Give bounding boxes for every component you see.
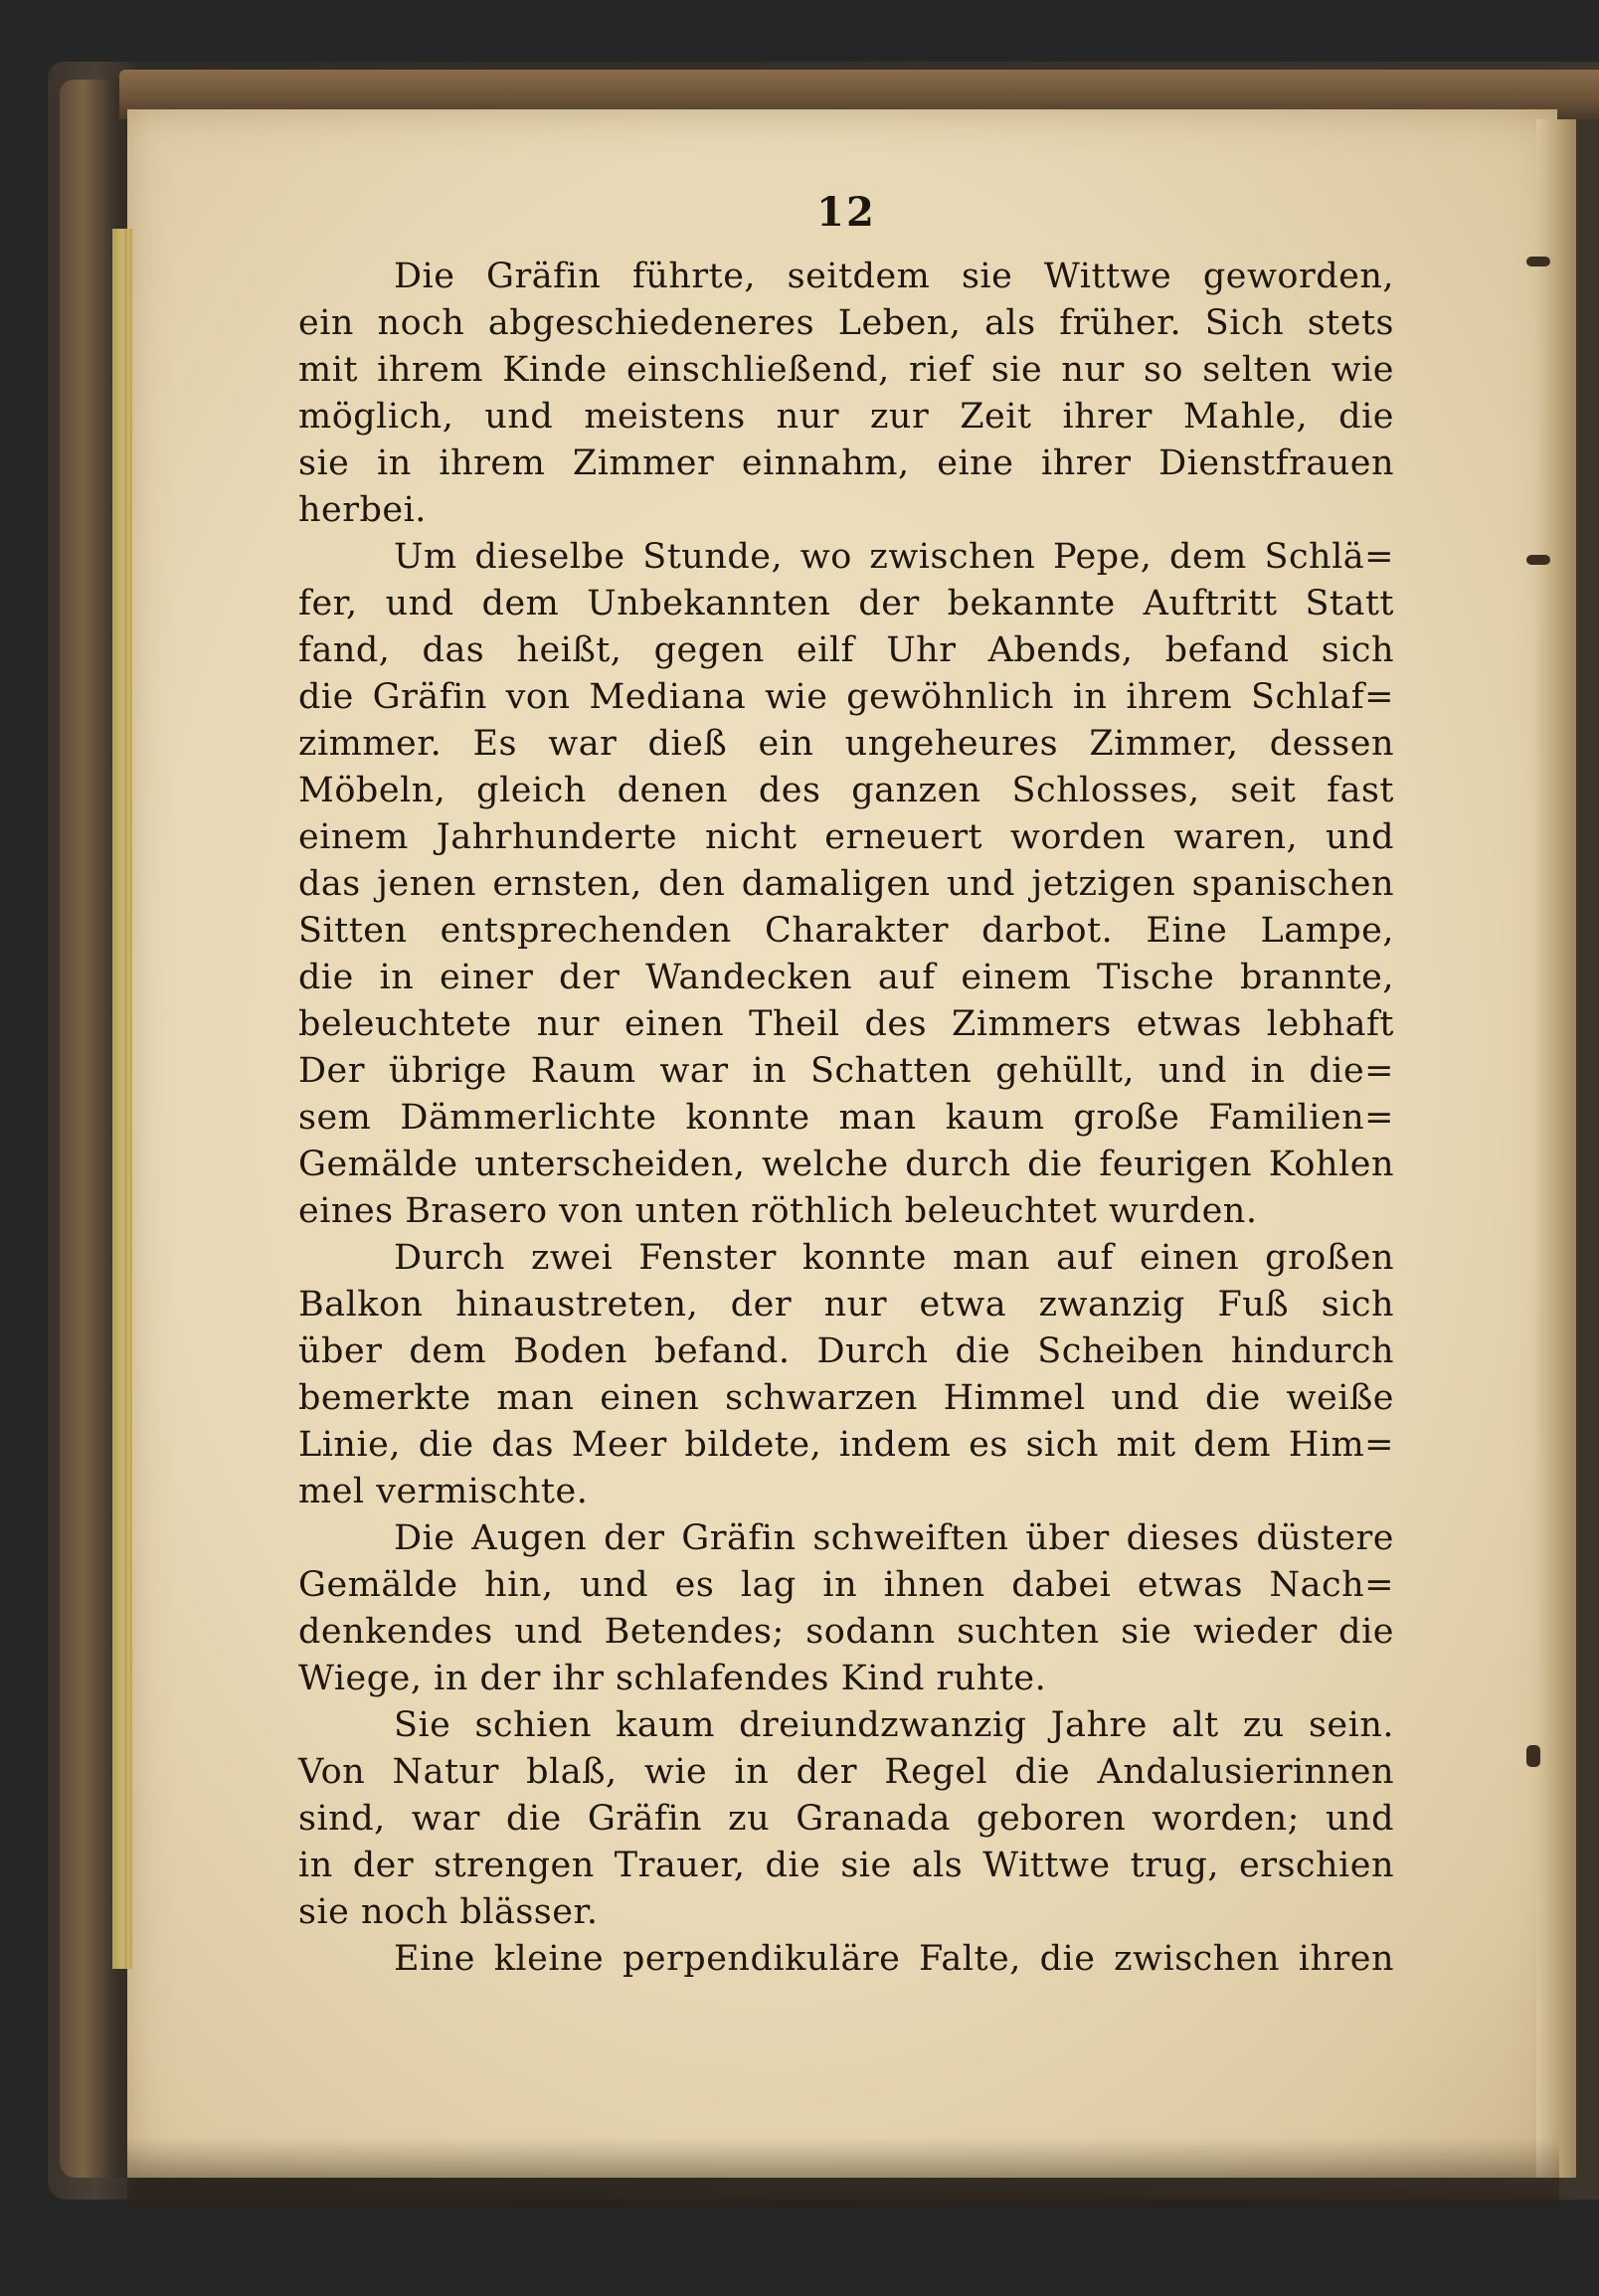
text-line: Durch zwei Fenster konnte man auf einen großen bbox=[394, 1238, 1394, 1278]
text-line: sind, war die Gräfin zu Granada geboren worden; und bbox=[298, 1799, 1394, 1839]
endpaper-strip bbox=[112, 229, 132, 1969]
text-line: über dem Boden befand. Durch die Scheiben hindurch bbox=[298, 1331, 1394, 1371]
text-line: möglich, und meistens nur zur Zeit ihrer Mahle, die bbox=[298, 397, 1394, 437]
text-line: in der strengen Trauer, die sie als Wittwe trug, erschien bbox=[298, 1846, 1394, 1885]
text-line: Linie, die das Meer bildete, indem es sich mit dem Him= bbox=[298, 1425, 1394, 1465]
text-line: Von Natur blaß, wie in der Regel die Andalusierinnen bbox=[298, 1752, 1394, 1792]
text-line: die Gräfin von Mediana wie gewöhnlich in ihrem Schlaf= bbox=[298, 677, 1394, 717]
text-line: Um dieselbe Stunde, wo zwischen Pepe, dem Schlä= bbox=[394, 537, 1394, 577]
text-line: eines Brasero von unten röthlich beleuchtet wurden. bbox=[298, 1191, 1258, 1231]
text-line: Die Gräfin führte, seitdem sie Wittwe geworden, bbox=[394, 257, 1394, 296]
margin-mark-icon bbox=[1526, 1745, 1540, 1767]
text-line: Möbeln, gleich denen des ganzen Schlosses, seit fast bbox=[298, 771, 1394, 810]
text-line: Eine kleine perpendikuläre Falte, die zwischen ihren bbox=[394, 1939, 1394, 1979]
text-line: zimmer. Es war dieß ein ungeheures Zimmer, dessen bbox=[298, 724, 1394, 764]
text-line: Balkon hinaustreten, der nur etwa zwanzig Fuß sich bbox=[298, 1285, 1394, 1325]
text-line: beleuchtete nur einen Theil des Zimmers etwas lebhaft bbox=[298, 1004, 1394, 1044]
text-line: Der übrige Raum war in Schatten gehüllt, und in die= bbox=[298, 1051, 1394, 1091]
text-line: Wiege, in der ihr schlafendes Kind ruhte. bbox=[298, 1659, 1047, 1698]
text-line: Die Augen der Gräfin schweiften über dieses düstere bbox=[394, 1518, 1394, 1558]
text-line: ein noch abgeschiedeneres Leben, als früher. Sich stets bbox=[298, 303, 1394, 343]
text-line: denkendes und Betendes; sodann suchten sie wieder die bbox=[298, 1612, 1394, 1652]
page-bottom-shadow bbox=[127, 2138, 1559, 2208]
text-line: sie noch blässer. bbox=[298, 1892, 599, 1932]
page-stack-edge bbox=[1536, 119, 1576, 2178]
text-line: bemerkte man einen schwarzen Himmel und die weiße bbox=[298, 1378, 1394, 1418]
text-block bbox=[298, 189, 1394, 1983]
text-line: Sie schien kaum dreiundzwanzig Jahre alt zu sein. bbox=[394, 1705, 1394, 1745]
text-line: sem Dämmerlichte konnte man kaum große Familien= bbox=[298, 1098, 1394, 1138]
text-line: die in einer der Wandecken auf einem Tische brannte, bbox=[298, 958, 1394, 997]
margin-mark-icon bbox=[1526, 257, 1550, 266]
text-line: mit ihrem Kinde einschließend, rief sie nur so selten wie bbox=[298, 350, 1394, 390]
text-line: Sitten entsprechenden Charakter darbot. Eine Lampe, bbox=[298, 911, 1394, 951]
text-line: mel vermischte. bbox=[298, 1472, 589, 1511]
page-number: 12 bbox=[816, 189, 876, 236]
text-line: fand, das heißt, gegen eilf Uhr Abends, befand sich bbox=[298, 630, 1394, 670]
text-line: das jenen ernsten, den damaligen und jetzigen spanischen bbox=[298, 864, 1394, 904]
text-line: einem Jahrhunderte nicht erneuert worden waren, und bbox=[298, 817, 1394, 857]
text-line: fer, und dem Unbekannten der bekannte Auftritt Statt bbox=[298, 584, 1394, 623]
margin-mark-icon bbox=[1526, 555, 1550, 565]
text-line: sie in ihrem Zimmer einnahm, eine ihrer Dienstfrauen bbox=[298, 443, 1394, 483]
text-line: herbei. bbox=[298, 490, 427, 530]
text-line: Gemälde unterscheiden, welche durch die feurigen Kohlen bbox=[298, 1145, 1394, 1184]
text-line: Gemälde hin, und es lag in ihnen dabei etwas Nach= bbox=[298, 1565, 1394, 1605]
